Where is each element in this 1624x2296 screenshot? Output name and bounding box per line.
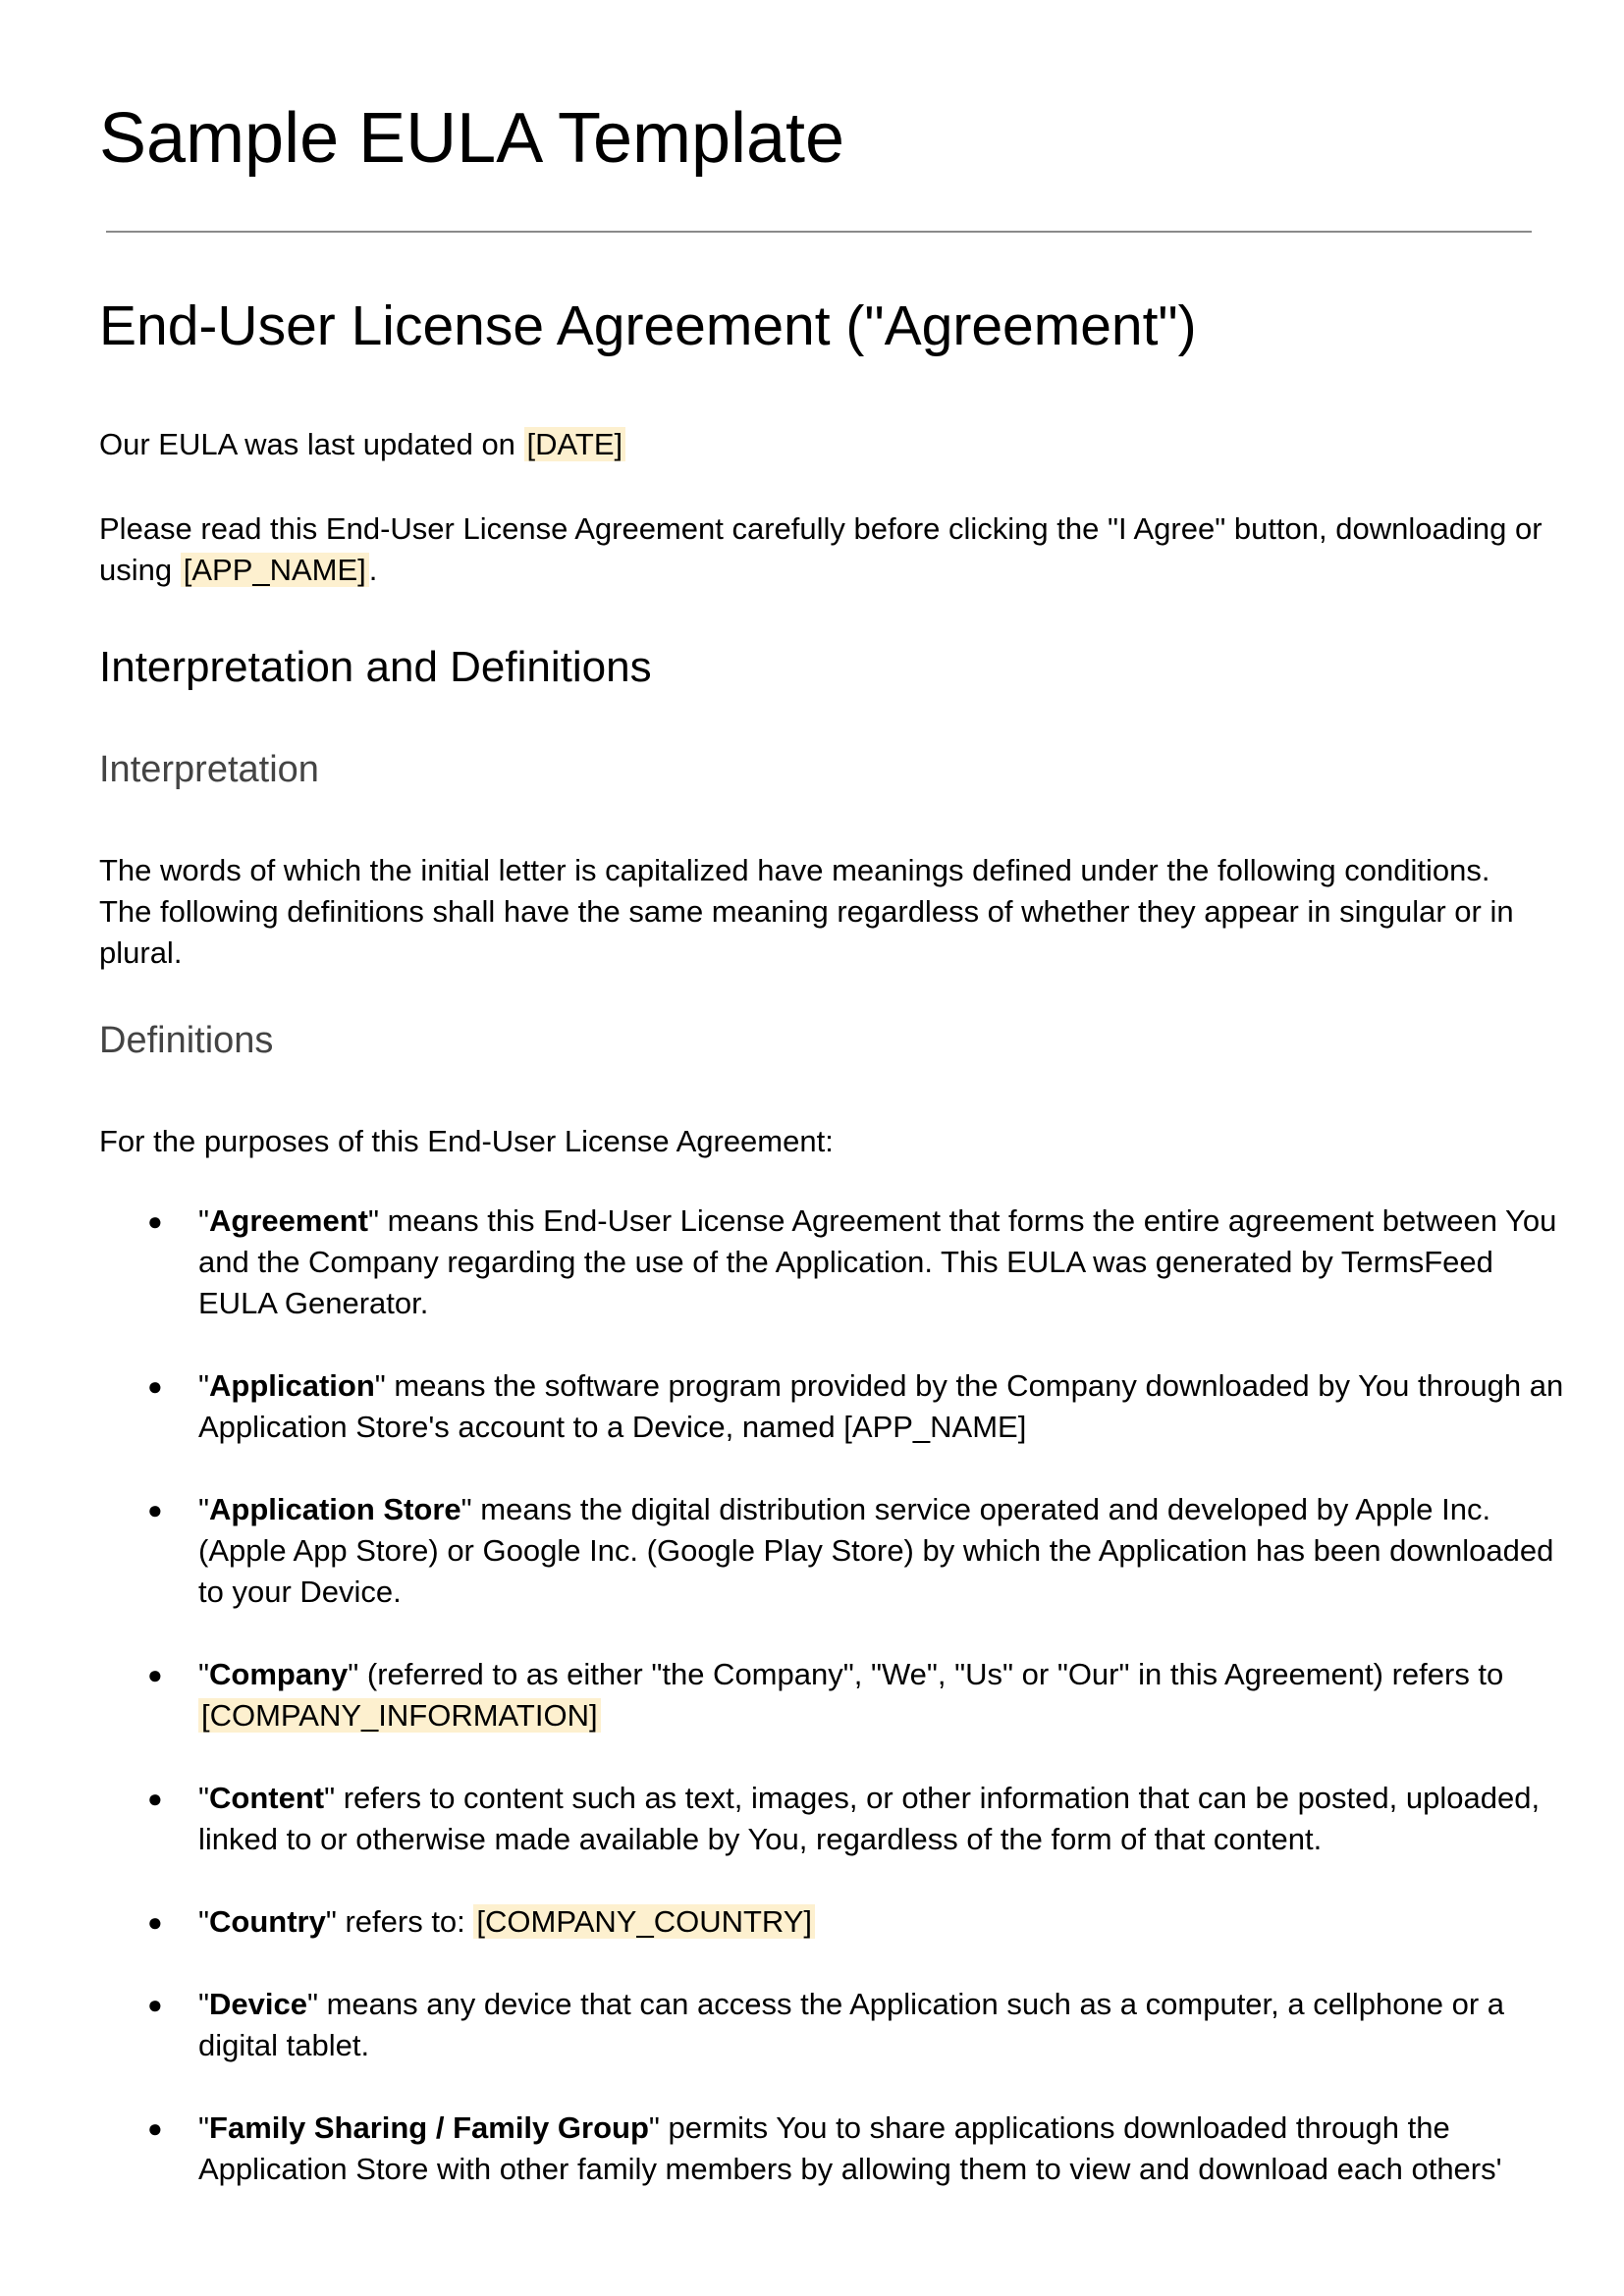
definition-text: " (referred to as either "the Company", "We", "Us" or "Our" in this Agreement) refers to xyxy=(348,1657,1504,1691)
definition-term: Company xyxy=(209,1657,349,1691)
bullet-icon: ● xyxy=(147,1990,163,2019)
definitions-heading: Definitions xyxy=(99,1020,274,1061)
definition-item-company: ● "Company" (referred to as either "the Company", "We", "Us" or "Our" in this Agreement) refers to [COMPANY_INFORMATION] xyxy=(99,1654,1578,1736)
date-placeholder: [DATE] xyxy=(524,427,626,461)
definition-item-family-sharing: ● "Family Sharing / Family Group" permits You to share applications downloaded through the Application Store with other family members by allowing them to view and download each others' xyxy=(99,2108,1578,2190)
definition-term: Agreement xyxy=(209,1203,368,1238)
document-title: Sample EULA Template xyxy=(99,99,845,178)
definition-item-application: ● "Application" means the software program provided by the Company downloaded by You through an Application Store's account to a Device, named [APP_NAME] xyxy=(99,1365,1578,1448)
definition-item-country: ● "Country" refers to: [COMPANY_COUNTRY] xyxy=(99,1901,1578,1943)
definition-text: " refers to: xyxy=(325,1904,474,1939)
app-name-placeholder: [APP_NAME] xyxy=(181,553,369,587)
bullet-icon: ● xyxy=(147,1907,163,1937)
bullet-icon: ● xyxy=(147,1660,163,1689)
definition-term: Application Store xyxy=(209,1492,461,1526)
bullet-icon: ● xyxy=(147,1371,163,1401)
definition-term: Family Sharing / Family Group xyxy=(209,2110,649,2145)
interpretation-paragraph: The words of which the initial letter is capitalized have meanings defined under the following conditions. The following definitions shall have the same meaning regardless of whether they appear in singular or in plural. xyxy=(99,853,1514,970)
definitions-lead: For the purposes of this End-User License Agreement: xyxy=(99,1124,834,1158)
definition-text: " means any device that can access the Application such as a computer, a cellphone or a digital tablet. xyxy=(198,1987,1504,2062)
interpretation-definitions-heading: Interpretation and Definitions xyxy=(99,643,652,691)
bullet-icon: ● xyxy=(147,1784,163,1813)
interpretation-heading: Interpretation xyxy=(99,749,319,790)
agreement-heading: End-User License Agreement ("Agreement") xyxy=(99,294,1197,357)
definition-item-device: ● "Device" means any device that can access the Application such as a computer, a cellphone or a digital tablet. xyxy=(99,1984,1578,2066)
definition-text: " means the digital distribution service operated and developed by Apple Inc. (Apple App Store) or Google Inc. (Google Play Store) by which the Application has been downloaded to your Device. xyxy=(198,1492,1554,1609)
definitions-list xyxy=(99,1201,1564,2231)
definition-term: Device xyxy=(209,1987,307,2021)
company-country-placeholder: [COMPANY_COUNTRY] xyxy=(473,1904,815,1939)
definition-term: Content xyxy=(209,1781,325,1815)
definition-term: Application xyxy=(209,1368,375,1403)
definition-text: " means this End-User License Agreement that forms the entire agreement between You and the Company regarding the use of the Application. This EULA was generated by TermsFeed EULA Generator. xyxy=(198,1203,1557,1320)
bullet-icon: ● xyxy=(147,1495,163,1524)
definition-item-agreement: ● "Agreement" means this End-User License Agreement that forms the entire agreement between You and the Company regarding the use of the Application. This EULA was generated by TermsFeed EULA Generator. xyxy=(99,1201,1578,1324)
definition-item-application-store: ● "Application Store" means the digital distribution service operated and developed by Apple Inc. (Apple App Store) or Google Inc. (Google Play Store) by which the Application has been downloaded to your Device. xyxy=(99,1489,1578,1613)
definition-text: " means the software program provided by the Company downloaded by You through an Application Store's account to a Device, named [APP_NAME] xyxy=(198,1368,1564,1444)
intro-end: . xyxy=(368,553,378,587)
intro-paragraph xyxy=(99,508,1543,591)
bullet-icon: ● xyxy=(147,1206,163,1236)
definition-item-content: ● "Content" refers to content such as text, images, or other information that can be posted, uploaded, linked to or otherwise made available by You, regardless of the form of that content. xyxy=(99,1778,1578,1860)
last-updated-text: Our EULA was last updated on xyxy=(99,427,524,461)
definition-text: " refers to content such as text, images, or other information that can be posted, uploaded, linked to or otherwise made available by You, regardless of the form of that content. xyxy=(198,1781,1541,1856)
definition-term: Country xyxy=(209,1904,326,1939)
bullet-icon: ● xyxy=(147,2113,163,2143)
intro-text: Please read this End-User License Agreement carefully before clicking the "I Agree" button, downloading or using xyxy=(99,511,1543,587)
last-updated-paragraph xyxy=(99,424,1543,465)
title-divider xyxy=(106,231,1532,233)
definition-text: " permits You to share applications downloaded through the Application Store with other family members by allowing them to view and download each others' xyxy=(198,2110,1502,2186)
company-information-placeholder: [COMPANY_INFORMATION] xyxy=(198,1698,601,1733)
